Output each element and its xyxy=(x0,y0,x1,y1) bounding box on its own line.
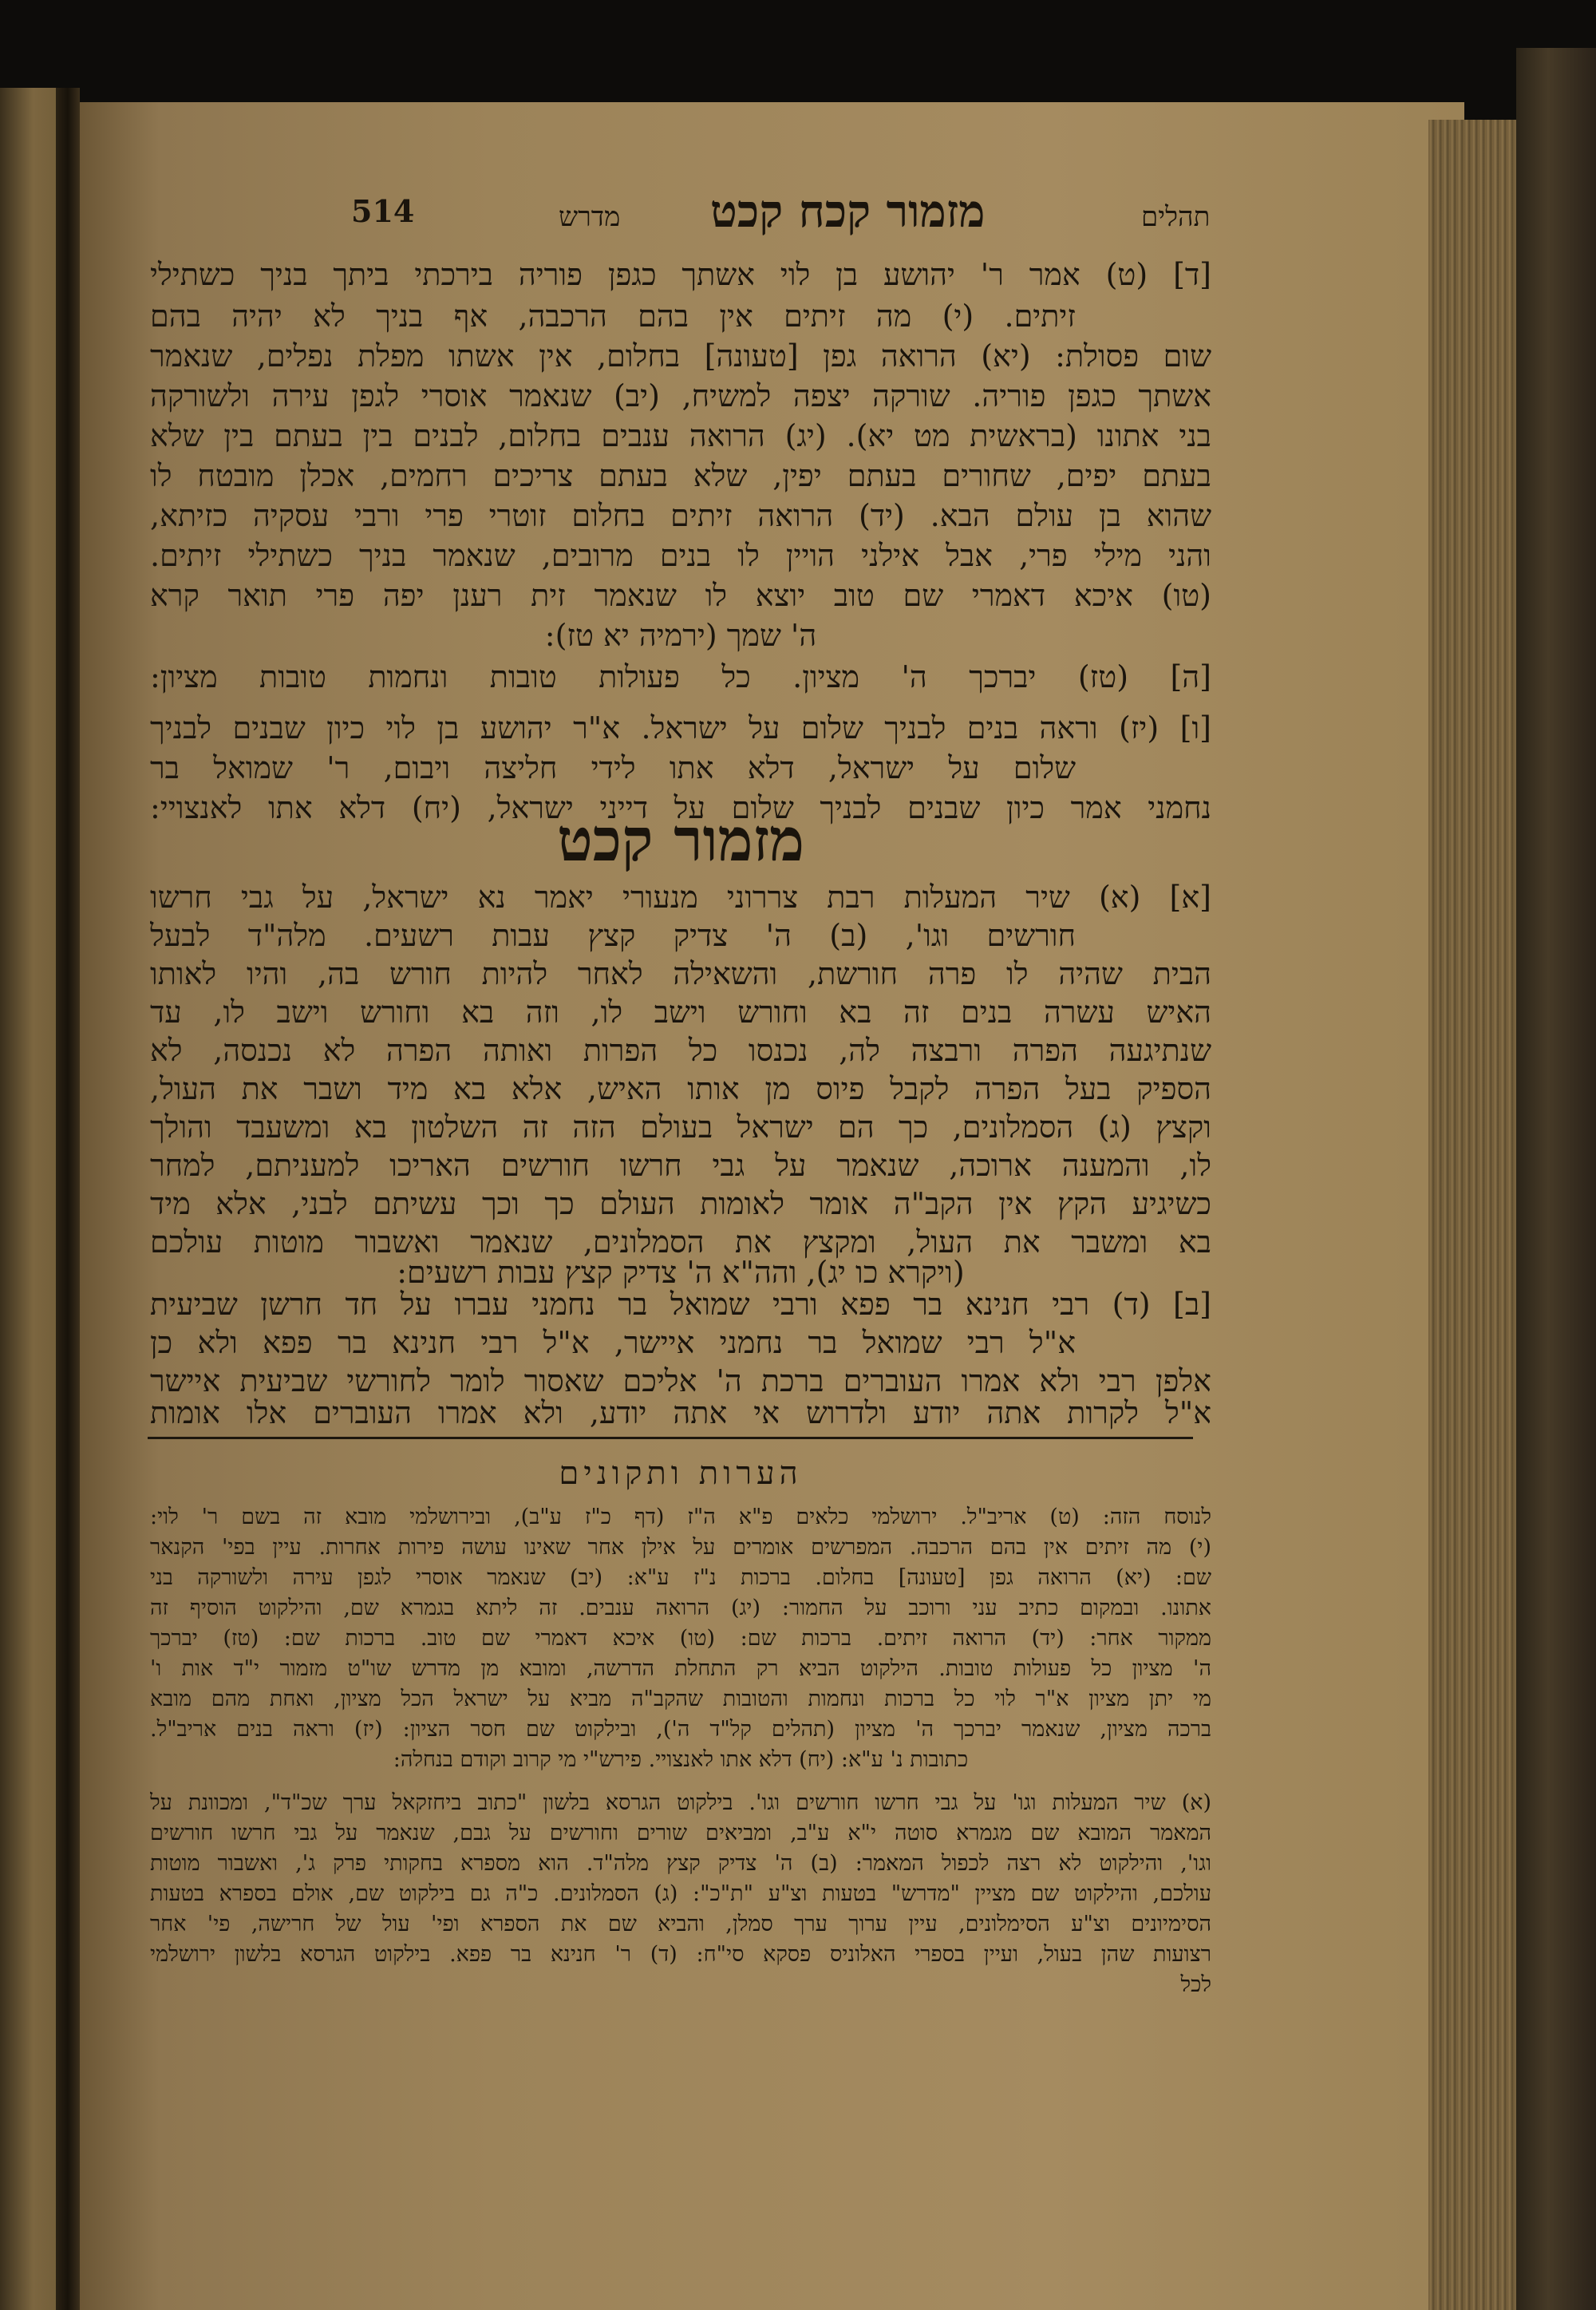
footnote-separator xyxy=(148,1437,1193,1439)
note-line: כתובות נ' ע"א: (יח) דלא אתו לאנצויי. פירש"י מי קרוב וקודם בנחלה: xyxy=(393,1747,969,1772)
text-line: כשיגיע הקץ אין הקב"ה אומר לאומות העולם כך וכך עשיתם לבני, אלא מיד xyxy=(150,1186,1211,1221)
text-line: שום פסולת: (יא) הרואה גפן [טעונה] בחלום, אין אשתו מפלת נפלים, שנאמר xyxy=(150,338,1211,374)
note-line: הסימיונים וצ"ע הסימלונים, עיין ערוך ערך סמלן, והביא שם את הספרא ופי' עול של חרישה, פי' אחר xyxy=(150,1912,1211,1936)
note-line: ממקור אחר: (יד) הרואה זיתים. ברכות שם: (טו) איכא דאמרי שם טוב. ברכות שם: (טז) יברכך xyxy=(150,1626,1211,1651)
note-line: שם: (יא) הרואה גפן [טעונה] בחלום. ברכות נ"ז ע"א: (יב) שנאמר אוסרי לגפן עירה ולשורקה בני xyxy=(150,1565,1211,1590)
text-line: שהוא בן עולם הבא. (יד) הרואה זיתים בחלום זוטרי פרי ורבי עסקיה כזיתא, xyxy=(150,498,1211,533)
note-line: המאמר המובא שם מגמרא סוטה י"א ע"ב, ומביאים שורים וחורשים על גבם, שנאמר על גבי חרשו חורשים xyxy=(150,1821,1211,1845)
notes-heading: הערות ותקונים xyxy=(559,1455,803,1492)
header-book-name: מדרש xyxy=(559,201,621,233)
note-line: וגו', והילקוט לא רצה לכפול המאמר: (ב) ה' צדיק קצץ מלה"ד. הוא מספרא בחקותי פרק ג', ואשבור מוטות xyxy=(150,1851,1211,1876)
text-line: חורשים וגו', (ב) ה' צדיק קצץ עבות רשעים. מלה"ד לבעל xyxy=(150,918,1076,953)
text-line: [ה] (טז) יברכך ה' מציון. כל פעולות טובות ונחמות טובות מציון: xyxy=(150,659,1211,694)
text-line: א"ל לקרות אתה יודע ולדרוש אי אתה יודע, ולא אמרו העוברים אלו אומות xyxy=(150,1395,1211,1430)
text-line: בעתם יפים, שחורים בעתם יפין, שלא בעתם צריכים רחמים, אכלן מובטח לו xyxy=(150,458,1211,493)
note-line: אתונו. ובמקום כתיב עני ורוכב על החמור: (יג) הרואה ענבים. זה ליתא בגמרא שם, והילקוט הוסיף זה xyxy=(150,1596,1211,1620)
note-line: רצועות שהן בעול, ועיין בספרי האלוניס פסקא סי"ח: (ד) ר' חנינא בר פפא. בילקוט הגרסא בלשון ירושלמי xyxy=(150,1942,1211,1967)
text-line: בא ומשבר את העול, ומקצץ את הסמלונים, שנאמר ואשבור מוטות עולכם xyxy=(150,1224,1211,1260)
text-line: וקצץ (ג) הסמלונים, כך הם ישראל בעולם הזה זה השלטון בא ומשעבד והולך xyxy=(150,1110,1211,1145)
text-line: ה' שמך (ירמיה יא טז): xyxy=(544,618,817,653)
text-line: [א] (א) שיר המעלות רבת צררוני מנעורי יאמר נא ישראל, על גבי חרשו xyxy=(150,880,1211,915)
note-line: ה' מציון כל פעולות טובות. הילקוט הביא רק התחלת הדרשה, ומובא מן מדרש שו"ט מזמור י"ד אות ו' xyxy=(150,1656,1211,1681)
text-line: נחמני אמר כיון שבנים לבניך שלום על דייני ישראל, (יח) דלא אתו לאנצויי: xyxy=(150,790,1211,825)
text-line: אלפן רבי ולא אמרו העוברים ברכת ה' אליכם שאסור לומר לחורשי שביעית איישר xyxy=(150,1363,1211,1398)
page-number: 514 xyxy=(351,193,415,229)
text-line: [ו] (יז) וראה בנים לבניך שלום על ישראל. א"ר יהושע בן לוי כיון שבנים לבניך xyxy=(150,710,1211,746)
text-line: (ויקרא כו יג), והה"א ה' צדיק קצץ עבות רשעים: xyxy=(397,1255,965,1290)
text-line: לו, והמענה ארוכה, שנאמר על גבי חרשו חורשים האריכו למעניתם, למחר xyxy=(150,1148,1211,1183)
header-title: מזמור קכח קכט xyxy=(710,185,986,238)
text-line: בני אתונו (בראשית מט יא). (יג) הרואה ענבים בחלום, לבנים בין בעתם בין שלא xyxy=(150,418,1211,453)
note-line: לנוסח הזה: (ט) אריב"ל. ירושלמי כלאים פ"א ה"ז (דף כ"ז ע"ב), ובירושלמי מובא זה בשם ר' לוי: xyxy=(150,1505,1211,1529)
header-section: תהלים xyxy=(1141,201,1211,233)
text-line: [ד] (ט) אמר ר' יהושע בן לוי אשתך כגפן פוריה בירכתי ביתך בניך כשתילי xyxy=(150,257,1211,292)
text-line: הספיק בעל הפרה לקבל פיוס מן אותו האיש, אלא בא מיד ושבר את העול, xyxy=(150,1071,1211,1106)
text-line: והני מילי פרי, אבל אילני הויין לו בנים מרובים, שנאמר בניך כשתילי זיתים. xyxy=(150,538,1211,573)
text-line: זיתים. (י) מה זיתים אין בהם הרכבה, אף בניך לא יהיה בהם xyxy=(150,299,1076,334)
text-line: שנתיגעה הפרה ורבצה לה, נכנסו כל הפרות ואותה הפרה לא נכנסה, לא xyxy=(150,1033,1211,1068)
text-line: הבית שהיה לו פרה חורשת, והשאילה לאחר להיות חורש בה, והיו לאותו xyxy=(150,956,1211,991)
text-line: אשתך כגפן פוריה. שורקה יצפה למשיח, (יב) שנאמר אוסרי לגפן עירה ולשורקה xyxy=(150,378,1211,413)
book-cover-edge xyxy=(1516,48,1596,2310)
text-line: (טו) איכא דאמרי שם טוב יוצא לו שנאמר זית רענן יפה פרי תואר קרא xyxy=(150,578,1211,613)
text-line: [ב] (ד) רבי חנינא בר פפא ורבי שמואל בר נחמני עברו על חד חרשן שביעית xyxy=(150,1287,1211,1322)
note-line: מי יתן מציון א"ר לוי כל ברכות ונחמות והטובות שהקב"ה מביא על ישראל הכל מציון, ואחת מהם מובא xyxy=(150,1687,1211,1711)
text-line: האיש עשרה בנים זה בא וחורש וישב לו, וזה בא וחורש וישב לו, עד xyxy=(150,995,1211,1030)
catchword: לכל xyxy=(1180,1972,1211,1997)
note-line: ברכה מציון, שנאמר יברכך ה' מציון (תהלים קל"ד ה'), ובילקוט שם חסר הציון: (יז) וראה בנים אריב"ל. xyxy=(150,1717,1211,1742)
book-gutter xyxy=(56,88,80,2310)
note-line: (א) שיר המעלות וגו' על גבי חרשו חורשים וגו'. בילקוט הגרסא בלשון "כתוב ביחזקאל ערך שכ"ד", ומכוונת על xyxy=(150,1790,1211,1815)
running-header xyxy=(351,185,1221,246)
note-line: עולכם, והילקוט שם מציין "מדרש" בטעות וצ"ע "ת"כ": (ג) הסמלונים. כ"ה גם בילקוט שם, אולם בספרא בטעות xyxy=(150,1881,1211,1906)
psalm-heading: מזמור קכט xyxy=(557,806,804,875)
text-line: א"ל רבי שמואל בר נחמני איישר, א"ל רבי חנינא בר פפא ולא כן xyxy=(150,1325,1076,1360)
text-line: שלום על ישראל, דלא אתו לידי חליצה ויבום, ר' שמואל בר xyxy=(150,750,1076,785)
note-line: (י) מה זיתים אין בהם הרכבה. המפרשים אומרים על אילן אחר שאינו עושה פירות אחרות. עיין בפי' הקנאר xyxy=(150,1535,1211,1560)
